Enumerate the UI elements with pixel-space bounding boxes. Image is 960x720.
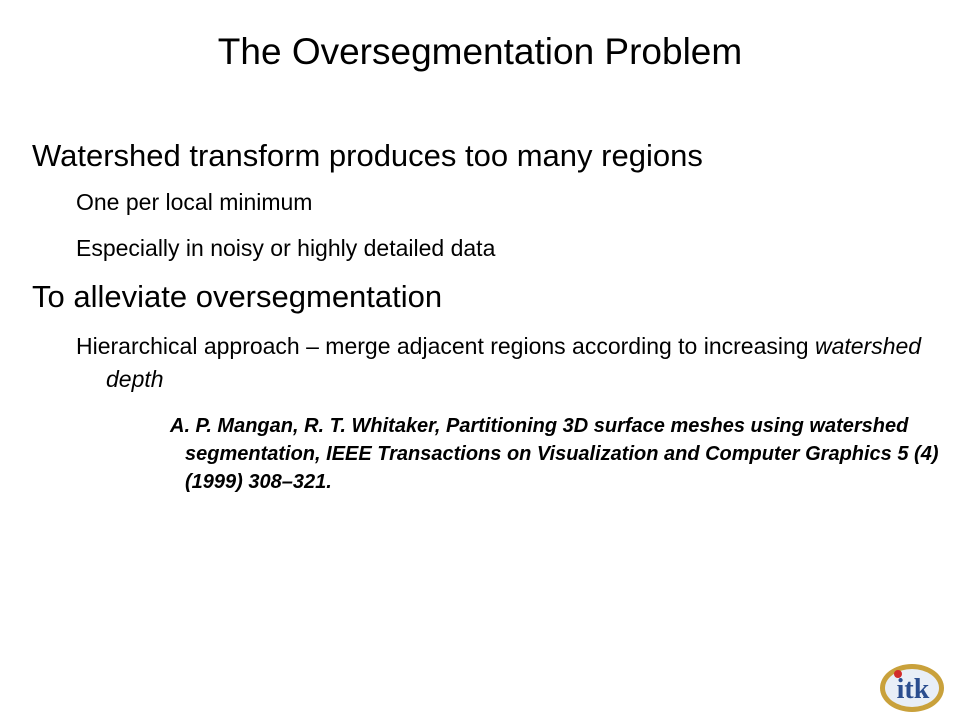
hierarchical-text: Hierarchical approach – merge adjacent regions according to increasing bbox=[76, 333, 815, 359]
citation-reference: A. P. Mangan, R. T. Whitaker, Partitioning 3D surface meshes using watershed segmentation, IEEE Transactions on Visualization and Computer Graphics 5 (4) (1999) 308–321. bbox=[170, 415, 939, 493]
sub-bullet-hierarchical bbox=[76, 330, 960, 396]
sub-bullet-noisy-data: Especially in noisy or highly detailed data bbox=[76, 235, 496, 261]
slide-title: The Oversegmentation Problem bbox=[217, 31, 743, 72]
bullet-alleviate: To alleviate oversegmentation bbox=[32, 279, 443, 314]
logo-text: itk bbox=[896, 674, 930, 705]
watershed-depth-emphasis: watershed depth bbox=[106, 333, 922, 392]
itk-logo-icon bbox=[878, 662, 946, 714]
sub-bullet-local-minimum: One per local minimum bbox=[76, 189, 313, 215]
bullet-watershed-regions: Watershed transform produces too many regions bbox=[32, 138, 703, 173]
